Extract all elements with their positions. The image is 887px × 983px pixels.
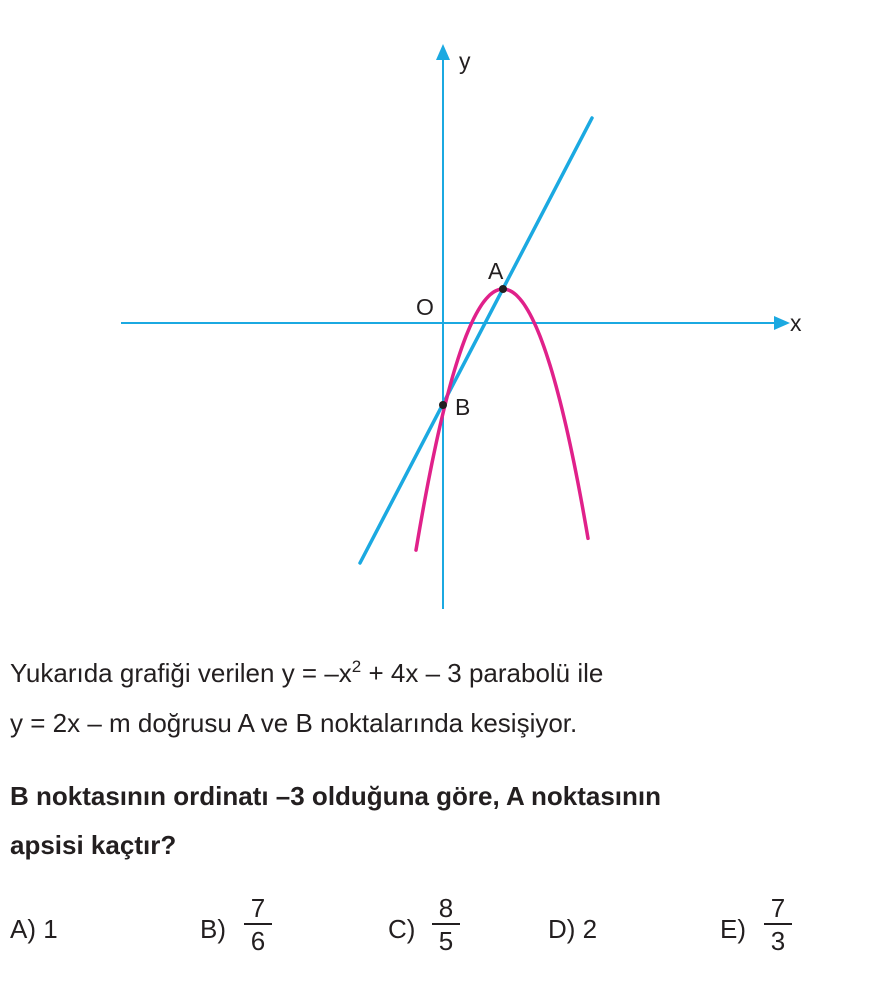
point-a [499,285,507,293]
y-axis-label: y [459,48,471,74]
option-b-fraction: 7 6 [244,893,272,955]
line-graph [360,118,592,563]
point-b-label: B [455,394,471,420]
point-b [439,401,447,409]
parabola-curve [416,289,588,550]
option-e-fraction: 7 3 [764,893,792,955]
y-axis-arrow-icon [436,44,450,60]
question-line-1: B noktasının ordinatı –3 olduğuna göre, A noktasının [10,781,662,811]
question-stem-line-2: y = 2x – m doğrusu A ve B noktalarında kesişiyor. [10,708,578,738]
point-a-label: A [488,258,504,284]
origin-label: O [416,294,434,320]
option-c-fraction: 8 5 [432,893,460,955]
x-axis-arrow-icon [774,316,790,330]
x-axis-label: x [790,310,802,336]
question-stem-line-1: Yukarıda grafiği verilen $y = -x^2 + 4x - 3$ parabolü ile [10,657,604,688]
question-line-2: apsisi kaçtır? [10,830,177,860]
